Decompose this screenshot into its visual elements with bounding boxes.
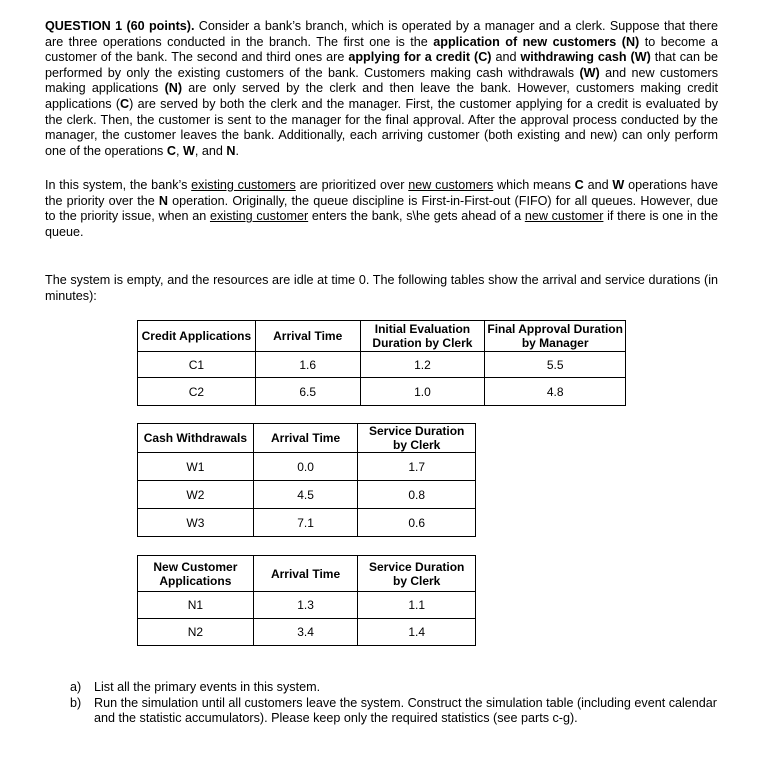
table-row <box>138 619 476 646</box>
table-cell: W3 <box>138 509 254 537</box>
text-span: are only served by the clerk and then leave the bank. However, customers making credit applications ( <box>45 81 718 111</box>
system-paragraph: The system is empty, and the resources are idle at time 0. The following tables show the arrival and service durations (in minutes): <box>45 273 718 303</box>
text-span: that can be performed by only the existing customers of the bank. Customers making cash withdrawals <box>45 50 718 80</box>
table-header: New Customer Applications <box>138 556 254 592</box>
table-header: Arrival Time <box>253 424 358 453</box>
text-span: operation. Originally, the queue discipline is First-in-First-out (FIFO) for all queues. However, due to the priority issue, when an <box>45 193 718 224</box>
table-cell: 1.0 <box>360 378 485 406</box>
table-header: Arrival Time <box>255 321 360 352</box>
subquestion-label: b) <box>70 695 82 710</box>
bold-term: C <box>120 96 130 111</box>
table-header: Initial Evaluation Duration by Clerk <box>360 321 485 352</box>
table-cell: 4.8 <box>485 378 626 406</box>
table-cell: 1.2 <box>360 352 485 378</box>
bold-term: (W) <box>579 65 600 80</box>
bold-term: C <box>166 143 176 158</box>
table-row <box>138 352 626 378</box>
text-span: which means <box>493 178 575 192</box>
bold-term: N <box>158 193 169 208</box>
table-row <box>138 509 476 537</box>
table-cell: 4.5 <box>253 481 358 509</box>
table-cell: 7.1 <box>253 509 358 537</box>
table-cell: 0.8 <box>358 481 476 509</box>
text-span: if there is one in the queue. <box>45 209 718 239</box>
table-cell: 3.4 <box>253 619 358 646</box>
bold-term: N <box>226 143 236 158</box>
question-title: QUESTION 1 (60 points). <box>45 19 195 33</box>
table-cell: C1 <box>138 352 256 378</box>
cash-withdrawals-table <box>137 423 476 537</box>
subquestion-text: List all the primary events in this system. <box>94 680 321 694</box>
bold-term: C <box>574 178 584 192</box>
table-cell: 1.7 <box>358 453 476 481</box>
underlined-term: existing customer <box>209 209 309 224</box>
underlined-term: existing customers <box>191 178 296 192</box>
table-cell: 5.5 <box>485 352 626 378</box>
text-span: Consider a bank’s branch, which is operated by a manager and a clerk. Suppose that there are three operations conducted in the branch. The first one is the <box>45 19 718 49</box>
table-cell: 1.3 <box>253 592 358 619</box>
bold-term: application of new customers (N) <box>433 34 640 49</box>
table-header: Credit Applications <box>138 321 256 352</box>
intro-paragraph <box>45 19 718 159</box>
table-header: Cash Withdrawals <box>138 424 254 453</box>
bold-term: withdrawing cash (W) <box>520 50 651 65</box>
table-cell: 1.1 <box>358 592 476 619</box>
priority-paragraph <box>45 178 718 240</box>
text-span: , <box>175 143 183 158</box>
table-cell: 0.0 <box>253 453 358 481</box>
text-span: and <box>491 50 521 65</box>
table-cell: N2 <box>138 619 254 646</box>
table-cell: 0.6 <box>358 509 476 537</box>
table-cell: 1.6 <box>255 352 360 378</box>
underlined-term: new customers <box>408 178 494 192</box>
bold-term: (N) <box>164 81 183 96</box>
table-header: Final Approval Duration by Manager <box>485 321 626 352</box>
subquestion-text: Run the simulation until all customers leave the system. Construct the simulation table (including event calendar and the statistic accumulators). Please keep only the required statistics (see parts c-g). <box>94 695 718 726</box>
table-row <box>138 592 476 619</box>
table-row <box>138 378 626 406</box>
table-row <box>138 453 476 481</box>
text-span: operations have the priority over the <box>45 178 718 208</box>
subquestion-item <box>70 696 720 727</box>
table-cell: W1 <box>138 453 254 481</box>
subquestion-label: a) <box>70 680 82 694</box>
table-cell: 1.4 <box>358 619 476 646</box>
subquestion-list <box>70 680 720 727</box>
table-cell: W2 <box>138 481 254 509</box>
text-span: . <box>235 143 239 158</box>
table-cell: C2 <box>138 378 256 406</box>
text-span: to become a customer of the bank. The second and third ones are <box>45 34 719 65</box>
table-row <box>138 481 476 509</box>
table-header: Service Duration by Clerk <box>358 424 476 453</box>
text-span: In this system, the bank’s <box>45 178 192 192</box>
bold-term: W <box>612 178 625 192</box>
new-customer-applications-table <box>137 555 476 646</box>
table-header: Arrival Time <box>253 556 358 592</box>
table-cell: N1 <box>138 592 254 619</box>
table-cell: 6.5 <box>255 378 360 406</box>
text-span: , and <box>194 143 227 158</box>
bold-term: W <box>182 143 195 158</box>
text-span: enters the bank, s\he gets ahead of a <box>308 209 525 224</box>
subquestion-item <box>70 680 720 696</box>
underlined-term: new customer <box>524 209 604 224</box>
credit-applications-table <box>137 320 626 406</box>
bold-term: applying for a credit (C) <box>348 50 492 65</box>
text-span: and new customers making applications <box>45 65 718 96</box>
table-header: Service Duration by Clerk <box>358 556 476 592</box>
text-span: are prioritized over <box>295 178 409 192</box>
text-span: ) are served by both the clerk and the manager. First, the customer applying for a credit is evaluated by the clerk. Then, the customer is sent to the manager for the final approval. After the approval process conducted by the manager, the customer leaves the bank. Additionally, each arriving customer (both existing and new) can only perform one of the operations <box>45 96 718 158</box>
text-span: and <box>583 178 613 192</box>
